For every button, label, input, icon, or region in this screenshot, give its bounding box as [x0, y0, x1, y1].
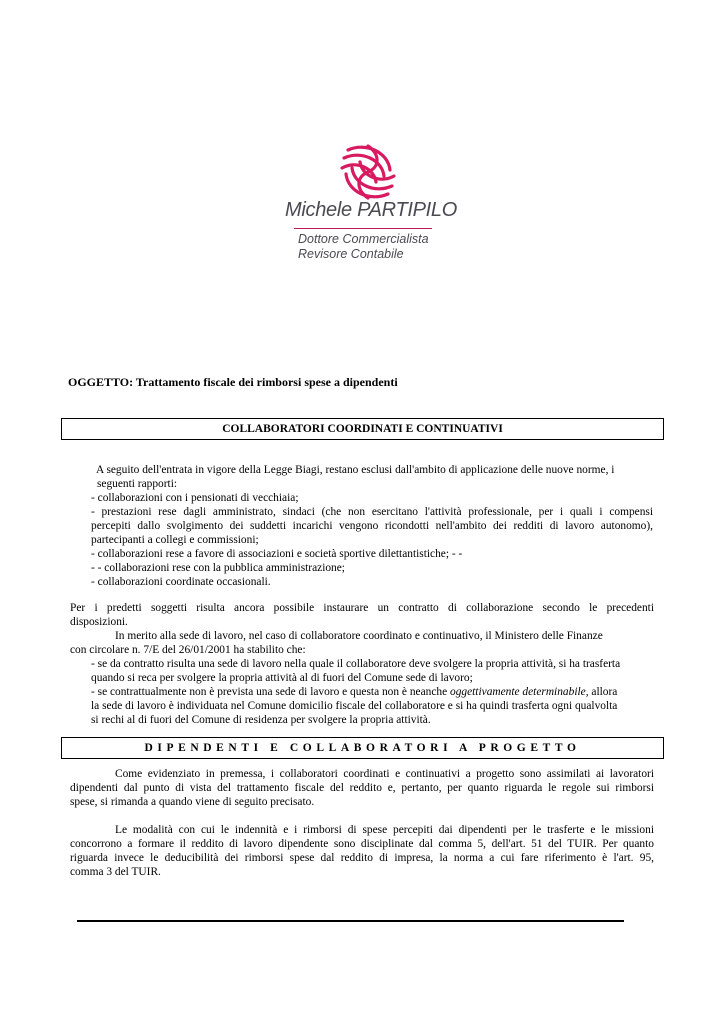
- paragraph-modalita: [70, 823, 654, 879]
- company-logo: [280, 142, 455, 262]
- text-line: comma 3 del TUIR.: [70, 866, 161, 878]
- paragraph-predetti: [70, 601, 654, 629]
- list-item: [91, 685, 655, 699]
- list-item: - - collaborazioni rese con la pubblica amministrazione;: [91, 562, 345, 574]
- logo-title-line1: Dottore Commercialista: [298, 232, 429, 246]
- paragraph-premessa: [70, 767, 654, 809]
- logo-mark-icon: [338, 142, 398, 202]
- text-run: - se contrattualmente non è prevista una sede di lavoro e questa non è neanche: [91, 686, 448, 698]
- list-item: - collaborazioni coordinate occasionali.: [91, 576, 271, 588]
- page-bottom-divider: [77, 920, 624, 922]
- list-item: la sede di lavoro è individuata nel Comune domicilio fiscale del collaboratore e si ha quindi trasferta ogni qualvolta: [91, 700, 618, 712]
- text-line: riguarda invece le deducibilità dei rimborsi spese dal reddito di impresa, la norma a cui fare riferimento è l'art. 95,: [70, 852, 654, 864]
- sede-lavoro-list: [91, 657, 655, 727]
- section-heading-dipendenti: DIPENDENTI E COLLABORATORI A PROGETTO: [61, 737, 664, 759]
- list-item: partecipanti a collegi e commissioni;: [91, 534, 259, 546]
- document-subject: OGGETTO: Trattamento fiscale dei rimborsi spese a dipendenti: [68, 375, 398, 389]
- logo-name: Michele PARTIPILO: [285, 199, 457, 221]
- text-line: Come evidenziato in premessa, i collaboratori coordinati e continuativi a progetto sono assimilati ai lavoratori: [115, 768, 654, 780]
- list-item: percepiti dallo svolgimento dei suddetti incarichi vengono ricondotti nell'ambito dei redditi di lavoro autonomo),: [91, 520, 653, 532]
- list-item: - se da contratto risulta una sede di lavoro nella quale il collaboratore deve svolgere la propria attività, si ha trasferta: [91, 658, 621, 670]
- text-line: concorrono a formare il reddito di lavoro dipendente sono disciplinate dal comma 5, dell'art. 51 del TUIR. Per quanto: [70, 838, 654, 850]
- text-line: dipendenti dal punto di vista del trattamento fiscale del reddito e, pertanto, per quanto riguarda le regole sui rimborsi: [70, 782, 654, 794]
- text-line: disposizioni.: [70, 616, 128, 628]
- text-line: A seguito dell'entrata in vigore della Legge Biagi, restano esclusi dall'ambito di applicazione delle nuove norme, i: [96, 464, 615, 476]
- text-run: allora: [588, 686, 618, 698]
- text-line: spese, si rimanda a quando viene di seguito precisato.: [70, 796, 315, 808]
- text-line: Per i predetti soggetti risulta ancora possibile instaurare un contratto di collaborazione secondo le precedenti: [70, 602, 654, 614]
- logo-divider: [294, 228, 432, 229]
- list-item: - collaborazioni rese a favore di associazioni e società sportive dilettantistiche; - -: [91, 548, 463, 560]
- text-line: con circolare n. 7/E del 26/01/2001 ha stabilito che:: [70, 644, 306, 656]
- text-line: seguenti rapporti:: [97, 478, 178, 490]
- list-item: - prestazioni rese dagli amministrato, sindaci (che non esercitano l'attività professionale, per i quali i compensi: [91, 506, 653, 518]
- text-line: Le modalità con cui le indennità e i rimborsi di spese percepiti dai dipendenti per le trasferte e le missioni: [115, 824, 654, 836]
- list-item: si rechi al di fuori del Comune di residenza per svolgere la propria attività.: [91, 714, 431, 726]
- excluded-list: [91, 491, 653, 589]
- logo-title-line2: Revisore Contabile: [298, 247, 404, 261]
- text-line: In merito alla sede di lavoro, nel caso di collaboratore coordinato e continuativo, il Ministero delle Finanze: [115, 630, 603, 642]
- section-heading-collaboratori: COLLABORATORI COORDINATI E CONTINUATIVI: [61, 418, 664, 440]
- list-item: quando si reca per svolgere la propria attività al di fuori del Comune sede di lavoro;: [91, 672, 473, 684]
- paragraph-sede-lavoro: [70, 629, 654, 657]
- emphasis-text: oggettivamente determinabile,: [450, 686, 589, 698]
- list-item: - collaborazioni con i pensionati di vecchiaia;: [91, 492, 299, 504]
- intro-paragraph: [96, 463, 644, 491]
